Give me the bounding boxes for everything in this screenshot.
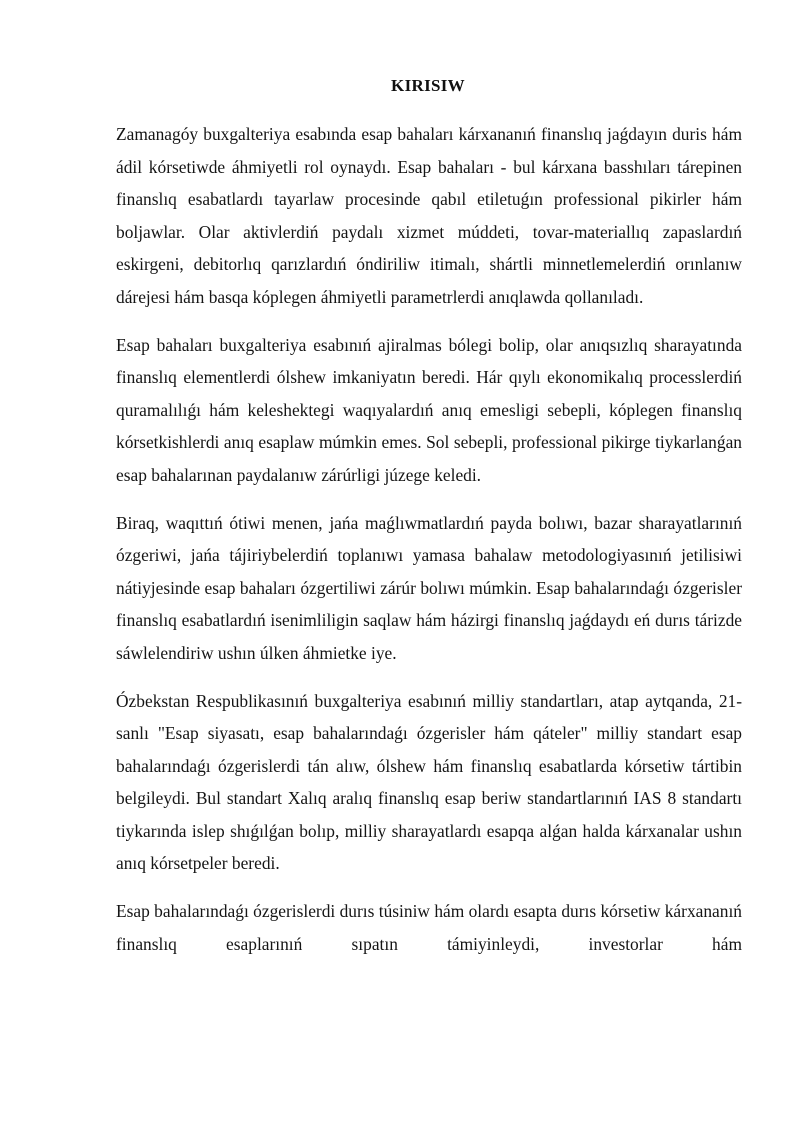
paragraph-1: Zamanagóy buxgalteriya esabında esap bahaları kárxananıń finanslıq jaǵdayın duris hám ádil kórsetiwde áhmiyetli rol oynaydı. Esap bahaları - bul kárxana basshıları tárepinen finanslıq esabatlardı tayarlaw procesinde qabıl etiletuǵın professional pikirler hám boljawlar. Olar aktivlerdiń paydalı xizmet múddeti, tovar-materiallıq zapaslardıń eskirgeni, debitorlıq qarızlardıń óndiriliw itimalı, shártli minnetlemelerdiń orınlanıw dárejesi hám basqa kóplegen áhmiyetli parametrlerdi anıqlawda qollanıladı. bbox=[116, 124, 742, 307]
paragraph-4: Ózbekstan Respublikasınıń buxgalteriya esabınıń milliy standartları, atap aytqanda, 21-sanlı "Esap siyasatı, esap bahalarındaǵı ózgerisler hám qáteler" milliy standart esap bahalarındaǵı ózgerislerdi tán alıw, ólshew hám finanslıq esabatlarda kórsetiw tártibin belgileydi. Bul standart Xalıq aralıq finanslıq esap beriw standartlarınıń IAS 8 standartı tiykarında islep shıǵılǵan bolıp, milliy sharayatlardı esapqa alǵan halda kárxanalar ushın anıq kórsetpeler beredi. bbox=[116, 690, 742, 874]
paragraph-5: Esap bahalarındaǵı ózgerislerdi durıs túsiniw hám olardı esapta durıs kórsetiw kárxananıń finanslıq esaplarınıń sıpatın támiyinleydi, investorlar hám bbox=[116, 901, 742, 954]
document-body bbox=[116, 118, 742, 975]
paragraph-3: Biraq, waqıttıń ótiwi menen, jańa maǵlıwmatlardıń payda bolıwı, bazar sharayatlarınıń ózgeriwi, jańa tájiriybelerdiń toplanıwı yamasa bahalaw metodologiyasınıń jetilisiwi nátiyjesinde esap bahaları ózgertiliwi zárúr bolıwı múmkin. Esap bahalarındaǵı ózgerisler finanslıq esabatlardıń isenimliligin saqlaw hám házirgi finanslıq jaǵdaydı eń durıs tárizde sáwlelendiriw ushın úlken áhmietke iye. bbox=[116, 512, 742, 663]
paragraph-2: Esap bahaları buxgalteriya esabınıń ajiralmas bólegi bolip, olar anıqsızlıq sharayatında finanslıq elementlerdi ólshew imkaniyatın beredi. Hár qıylı ekonomikalıq processlerdiń quramalılıǵı hám keleshektegi waqıyalardıń anıq emesligi sebepli, kóplegen finanslıq kórsetkishlerdi anıq esaplaw múmkin emes. Sol sebepli, professional pikirge tiykarlanǵan esap bahalarınan paydalanıw zárúrligi júzege keledi. bbox=[116, 334, 742, 485]
page-title: KIRISIW bbox=[391, 76, 465, 95]
